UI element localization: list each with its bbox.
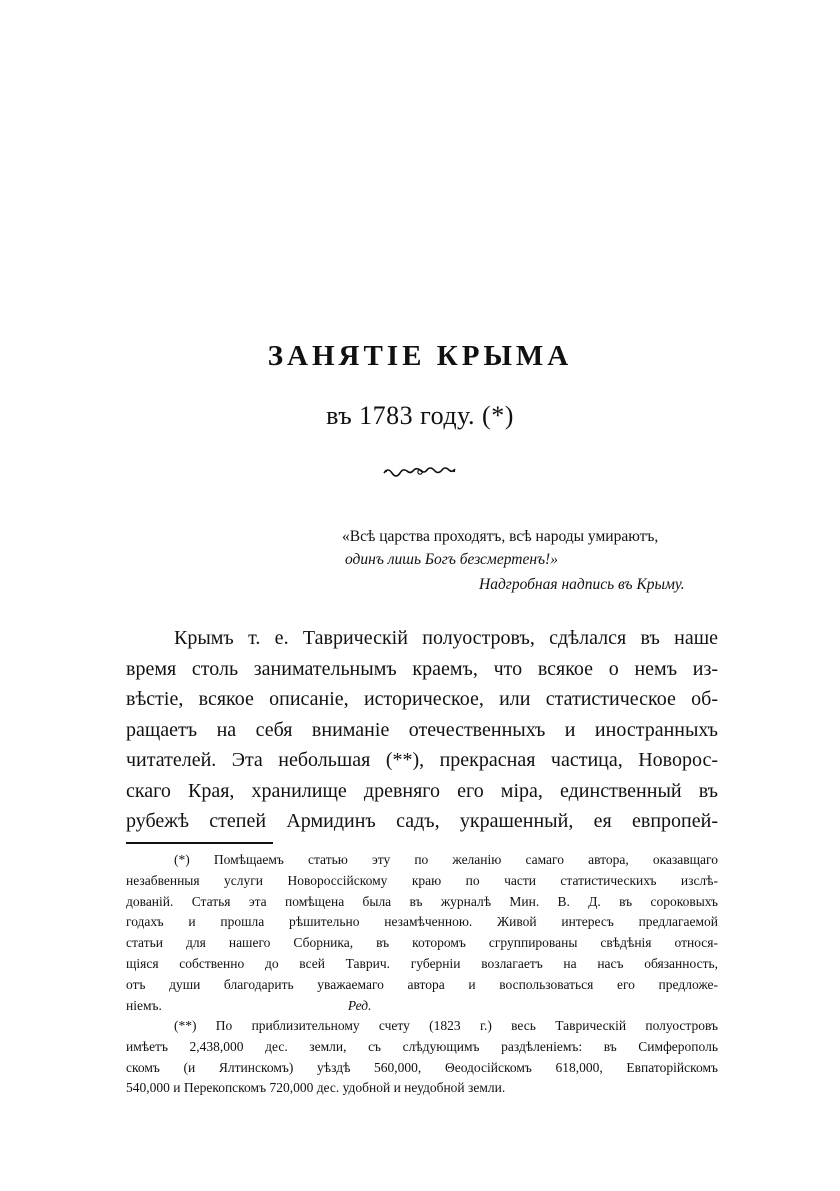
main-text (126, 623, 718, 837)
footnote-line: 540,000 и Перекопскомъ 720,000 дес. удобной и неудобной земли. (126, 1080, 506, 1096)
footnote-divider (126, 842, 273, 844)
footnote-line: щіяся собственно до всей Таврич. губерніи возлагаетъ на насъ обязанность, (126, 955, 718, 971)
text-line: ращаетъ на себя вниманіе отечественныхъ и иностранныхъ (126, 718, 718, 741)
text-line: время столь занимательнымъ краемъ, что всякое о немъ из- (126, 657, 718, 680)
vignette-ornament-icon (382, 463, 458, 481)
footnote-line (126, 996, 718, 1017)
epigraph-source: Надгробная надпись въ Крыму. (479, 576, 685, 593)
footnote-line: годахъ и прошла рѣшительно незамѣченною. Живой интересъ предлагаемой (126, 914, 718, 930)
page-title: ЗАНЯТІЕ КРЫМА (267, 340, 573, 372)
footnote-line: имѣетъ 2,438,000 дес. земли, съ слѣдующимъ раздѣленіемъ: въ Симферополь (126, 1038, 718, 1054)
footnote-line: незабвенныя услуги Новороссійскому краю по части статистическихъ изслѣ- (126, 872, 718, 888)
footnote-last-word: ніемъ. (126, 997, 162, 1013)
footnote-1 (126, 850, 718, 1016)
page-subtitle: въ 1783 году. (*) (326, 401, 514, 430)
text-line: вѣстіе, всякое описаніе, историческое, или статистическое об- (126, 688, 718, 710)
epigraph (342, 525, 722, 596)
text-line: рубежѣ степей Армидинъ садъ, украшенный, ея евпропей- (126, 810, 718, 832)
editor-signature: Ред. (347, 997, 372, 1013)
text-line: Крымъ т. е. Таврическій полуостровъ, сдѣлался въ наше (174, 627, 718, 649)
footnote-line: скомъ (и Ялтинскомъ) уѣздѣ 560,000, Θеодосійскомъ 618,000, Евпаторійскомъ (126, 1059, 718, 1075)
footnote-line: (*) Помѣщаемъ статью эту по желанію самаго автора, оказавщаго (174, 852, 718, 867)
epigraph-line: одинъ лишь Богъ безсмертенъ!» (345, 551, 558, 568)
footnote-2 (126, 1016, 718, 1099)
footnote-line: отъ души благодарить уважаемаго автора и воспользоваться его предложе- (126, 976, 718, 992)
text-line: скаго Края, хранилище древняго его міра, единственный въ (126, 779, 718, 802)
footnote-line: (**) По приблизительному счету (1823 г.) весь Таврическій полуостровъ (174, 1018, 718, 1033)
epigraph-line: «Всѣ царства проходятъ, всѣ народы умираютъ, (342, 528, 659, 545)
footnote-line: статьи для нашего Сборника, въ которомъ сгруппированы свѣдѣнія относя- (126, 935, 718, 951)
footnote-line: дованій. Статья эта помѣщена была въ журналѣ Мин. В. Д. въ сороковыхъ (126, 893, 718, 909)
text-line: читателей. Эта небольшая (**), прекрасная частица, Новорос- (126, 749, 718, 771)
